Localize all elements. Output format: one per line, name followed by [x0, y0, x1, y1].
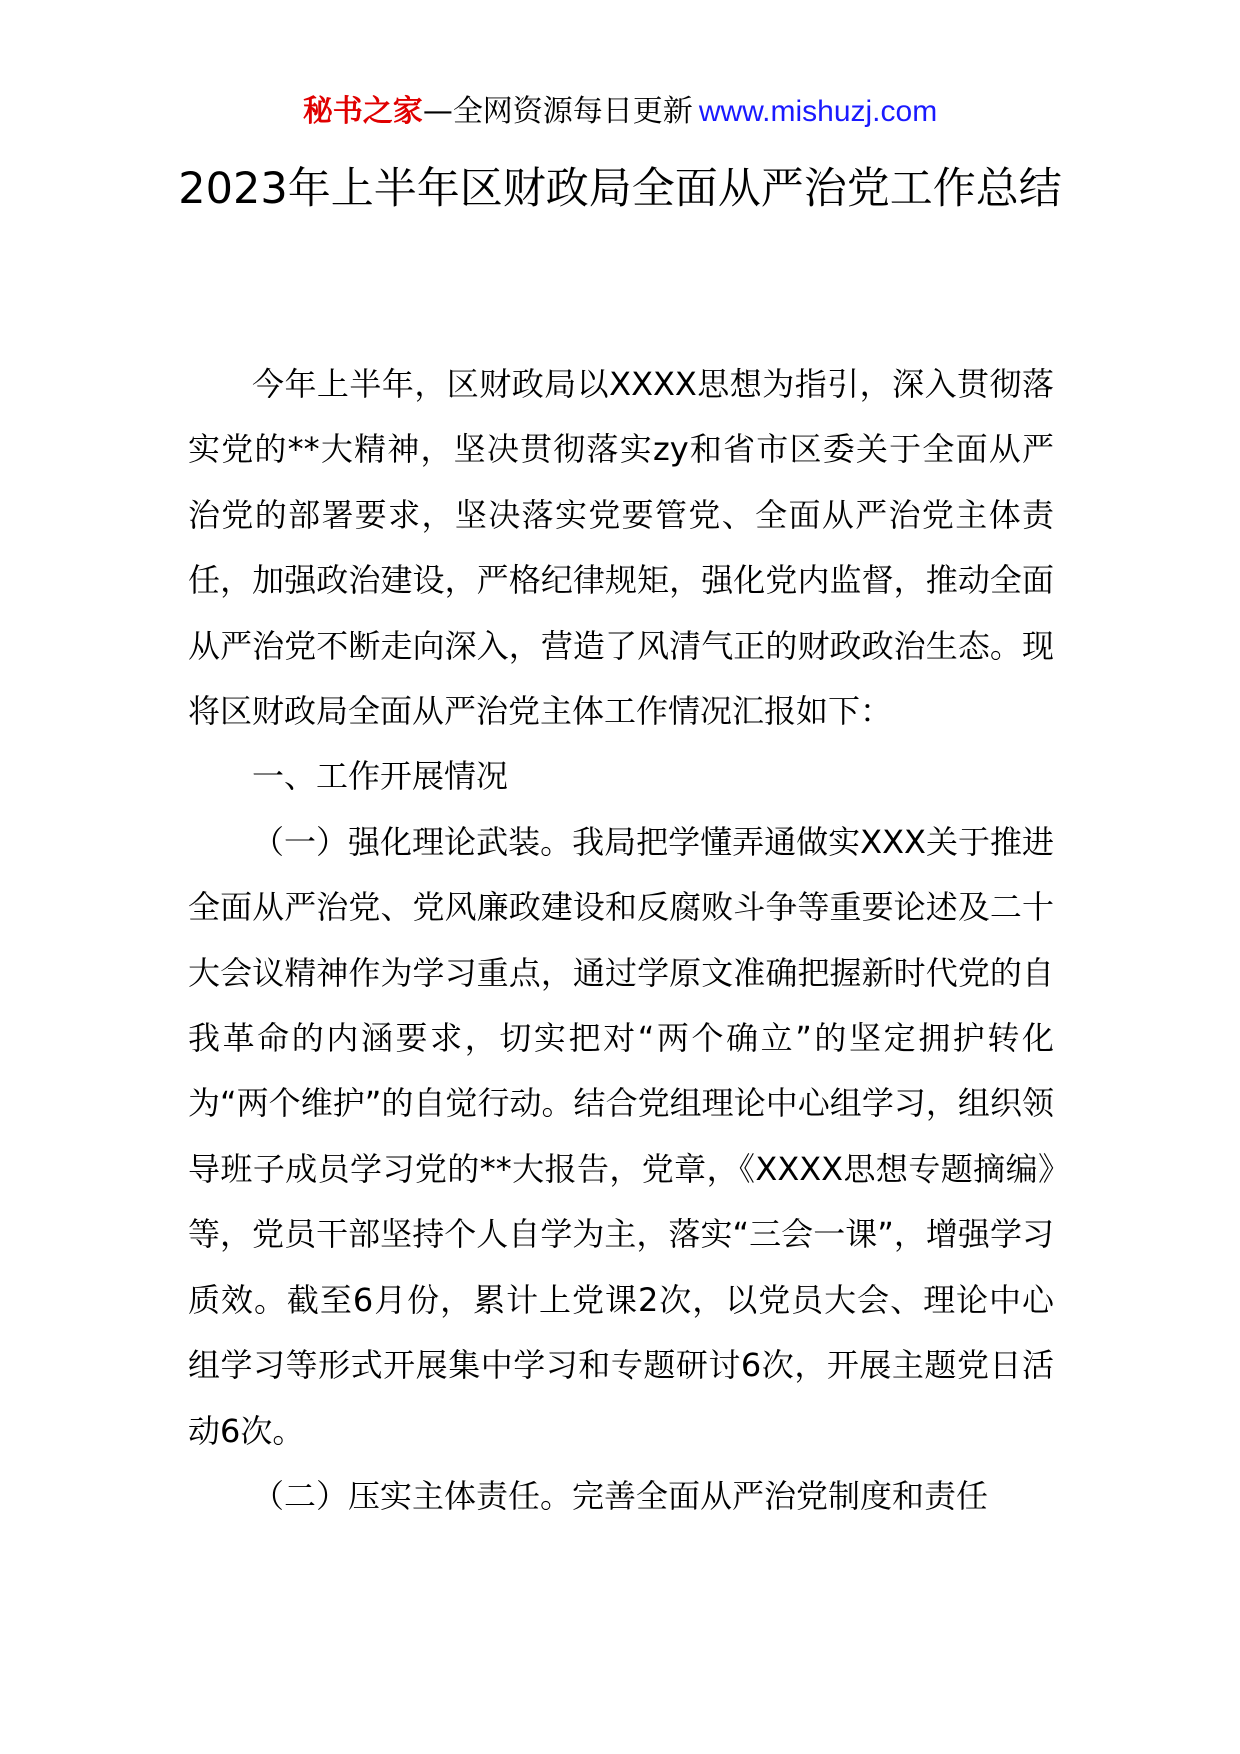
- section-heading: 一、工作开展情况: [252, 757, 509, 796]
- subsection-paragraph: （二）压实主体责任。完善全面从严治党制度和责任: [252, 1476, 989, 1515]
- intro-paragraph: 今年上半年，区财政局以XXXX思想为指引，深入贯彻落实党的**大精神，坚决贯彻落实zy和省市区委关于全面从严治党的部署要求，坚决落实党要管党、全面从严治党主体责任，加强政治建设，严格纪律规矩，强化党内监督，推动全面从严治党不断走向深入，营造了风清气正的财政政治生态。现将区财政局全面从严治党主体工作情况汇报如下：: [188, 365, 1054, 731]
- site-banner: [0, 92, 1240, 132]
- document-title: 2023年上半年区财政局全面从严治党工作总结: [178, 164, 1062, 214]
- subsection-paragraph: （一）强化理论武装。我局把学懂弄通做实XXX关于推进全面从严治党、党风廉政建设和反腐败斗争等重要论述及二十大会议精神作为学习重点，通过学原文准确把握新时代党的自我革命的内涵要求，切实把对“两个确立”的坚定拥护转化为“两个维护”的自觉行动。结合党组理论中心组学习，组织领导班子成员学习党的**大报告，党章，《XXXX思想专题摘编》等，党员干部坚持个人自学为主，落实“三会一课”，增强学习质效。截至6月份，累计上党课2次，以党员大会、理论中心组学习等形式开展集中学习和专题研讨6次，开展主题党日活动6次。: [188, 822, 1054, 1450]
- site-url-link[interactable]: www.mishuzj.com: [698, 95, 938, 128]
- document-body: [188, 352, 1054, 1529]
- brand-name: 秘书之家: [302, 94, 423, 129]
- banner-slogan: —全网资源每日更新: [422, 94, 693, 129]
